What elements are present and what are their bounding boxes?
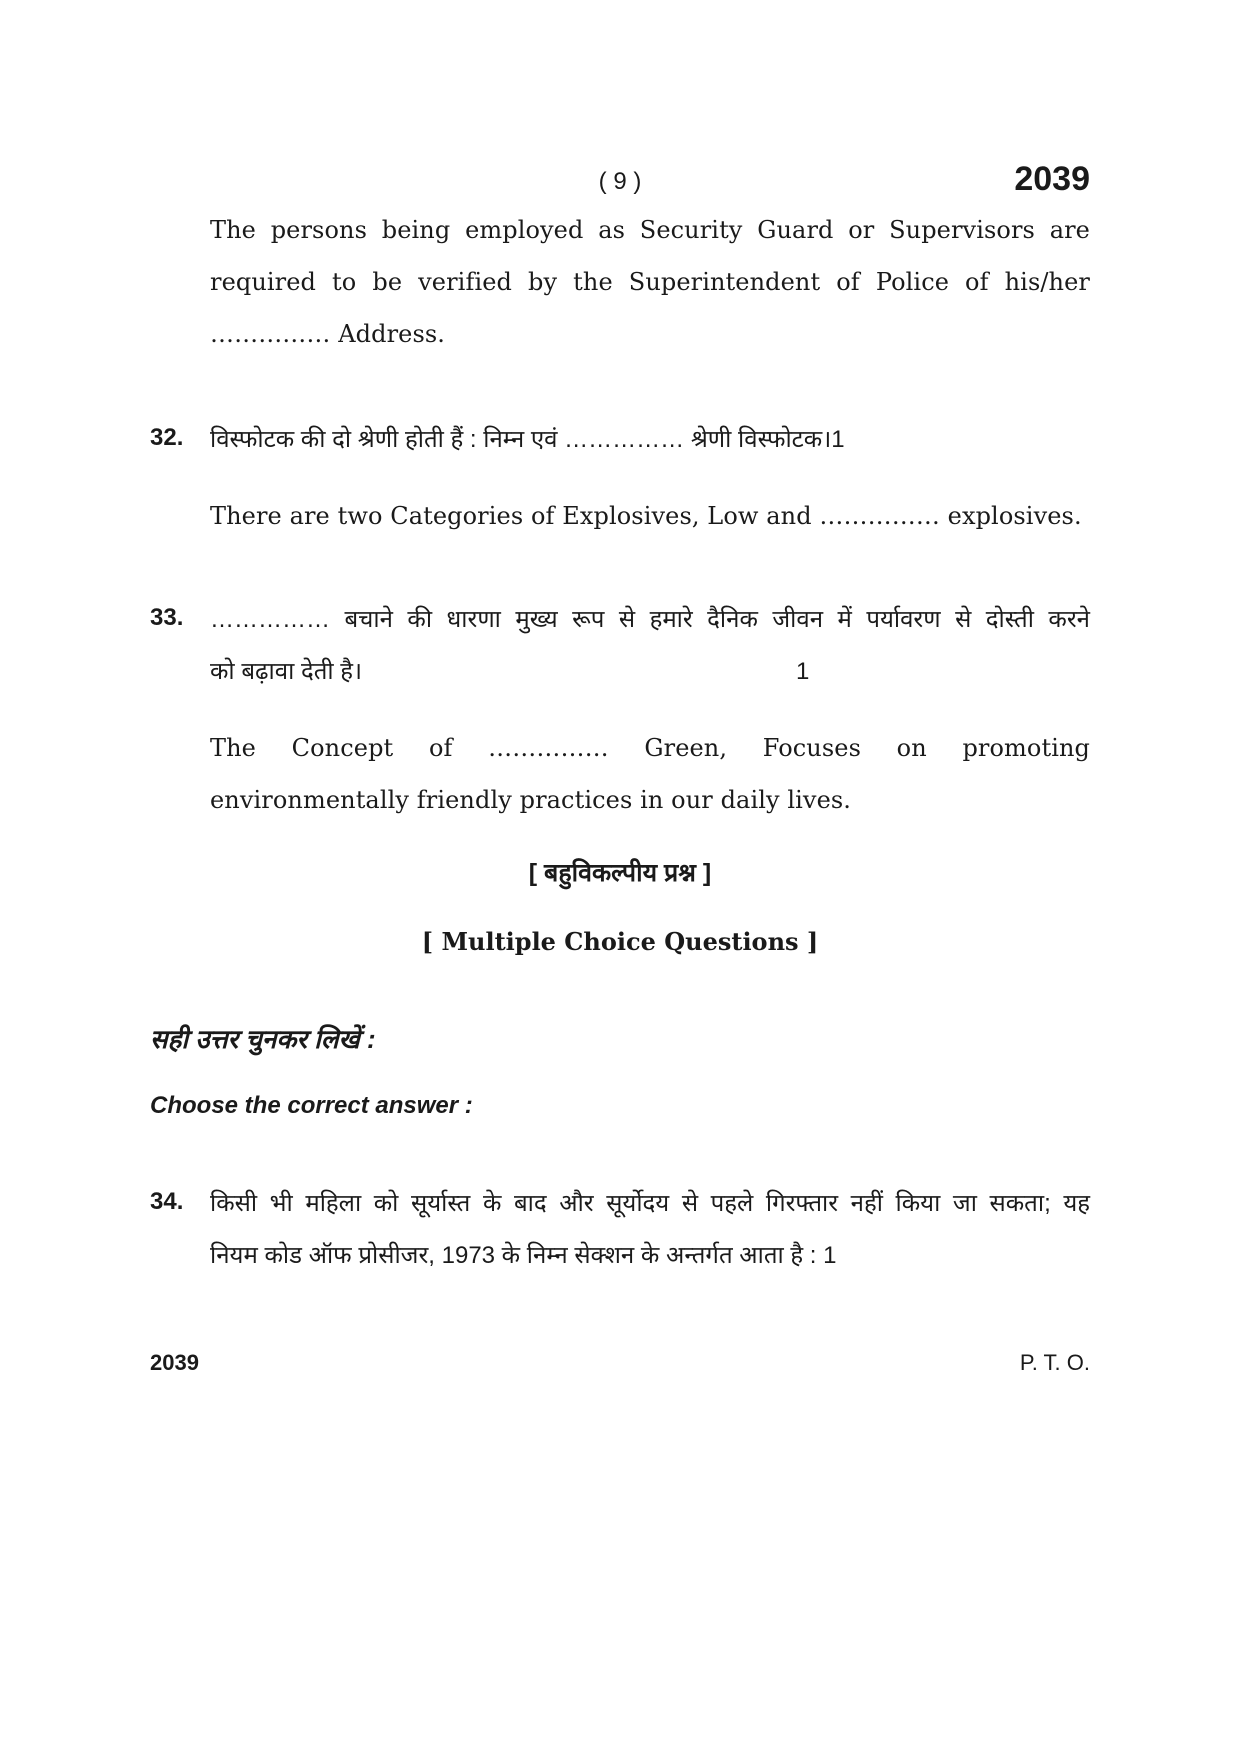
paper-code-footer: 2039 [150,1350,199,1375]
paper-code-header: 2039 [1014,160,1090,198]
instruction-hindi: सही उत्तर चुनकर लिखें : [150,1024,376,1054]
question-number-33: 33. [150,604,184,631]
question-number-34: 34. [150,1188,184,1215]
page-number: ( 9 ) [598,168,642,195]
pto-label: P. T. O. [1019,1350,1090,1375]
q32-hindi [210,414,845,466]
q32-english: There are two Categories of Explosives, Low and …………… explosives. [210,502,1082,530]
q32-marks: 1 [831,426,845,453]
q31-english-line-2: required to be verified by the Superintendent of Police of his/her [210,268,1090,296]
q34-hindi-line-2 [210,1230,837,1282]
q34-hindi-line-1: किसी भी महिला को सूर्यास्त के बाद और सूर्योदय से पहले गिरफ्तार नहीं किया जा सकता; यह [210,1190,1090,1217]
q34-hindi-text: नियम कोड ऑफ प्रोसीजर, 1973 के निम्न सेक्शन के अन्तर्गत आता है : [210,1242,817,1269]
q34-marks: 1 [823,1242,837,1269]
q33-hindi-line-2: को बढ़ावा देती है। [210,658,363,685]
q32-hindi-text: विस्फोटक की दो श्रेणी होती हैं : निम्न एवं …………… श्रेणी विस्फोटक। [210,426,832,453]
instruction-english: Choose the correct answer : [150,1092,473,1119]
q33-hindi-line-1: …………… बचाने की धारणा मुख्य रूप से हमारे दैनिक जीवन में पर्यावरण से दोस्ती करने [210,606,1090,633]
q33-english-line-2: environmentally friendly practices in our daily lives. [210,786,852,814]
q33-marks: 1 [796,658,810,685]
question-number-32: 32. [150,424,184,451]
q31-english-line-3: …………… Address. [210,320,446,348]
q33-english-line-1: The Concept of …………… Green, Focuses on promoting [210,734,1090,762]
section-heading-hindi: [ बहुविकल्पीय प्रश्न ] [528,859,712,887]
q31-english-line-1: The persons being employed as Security Guard or Supervisors are [210,216,1090,244]
section-heading-english: [ Multiple Choice Questions ] [421,927,819,956]
